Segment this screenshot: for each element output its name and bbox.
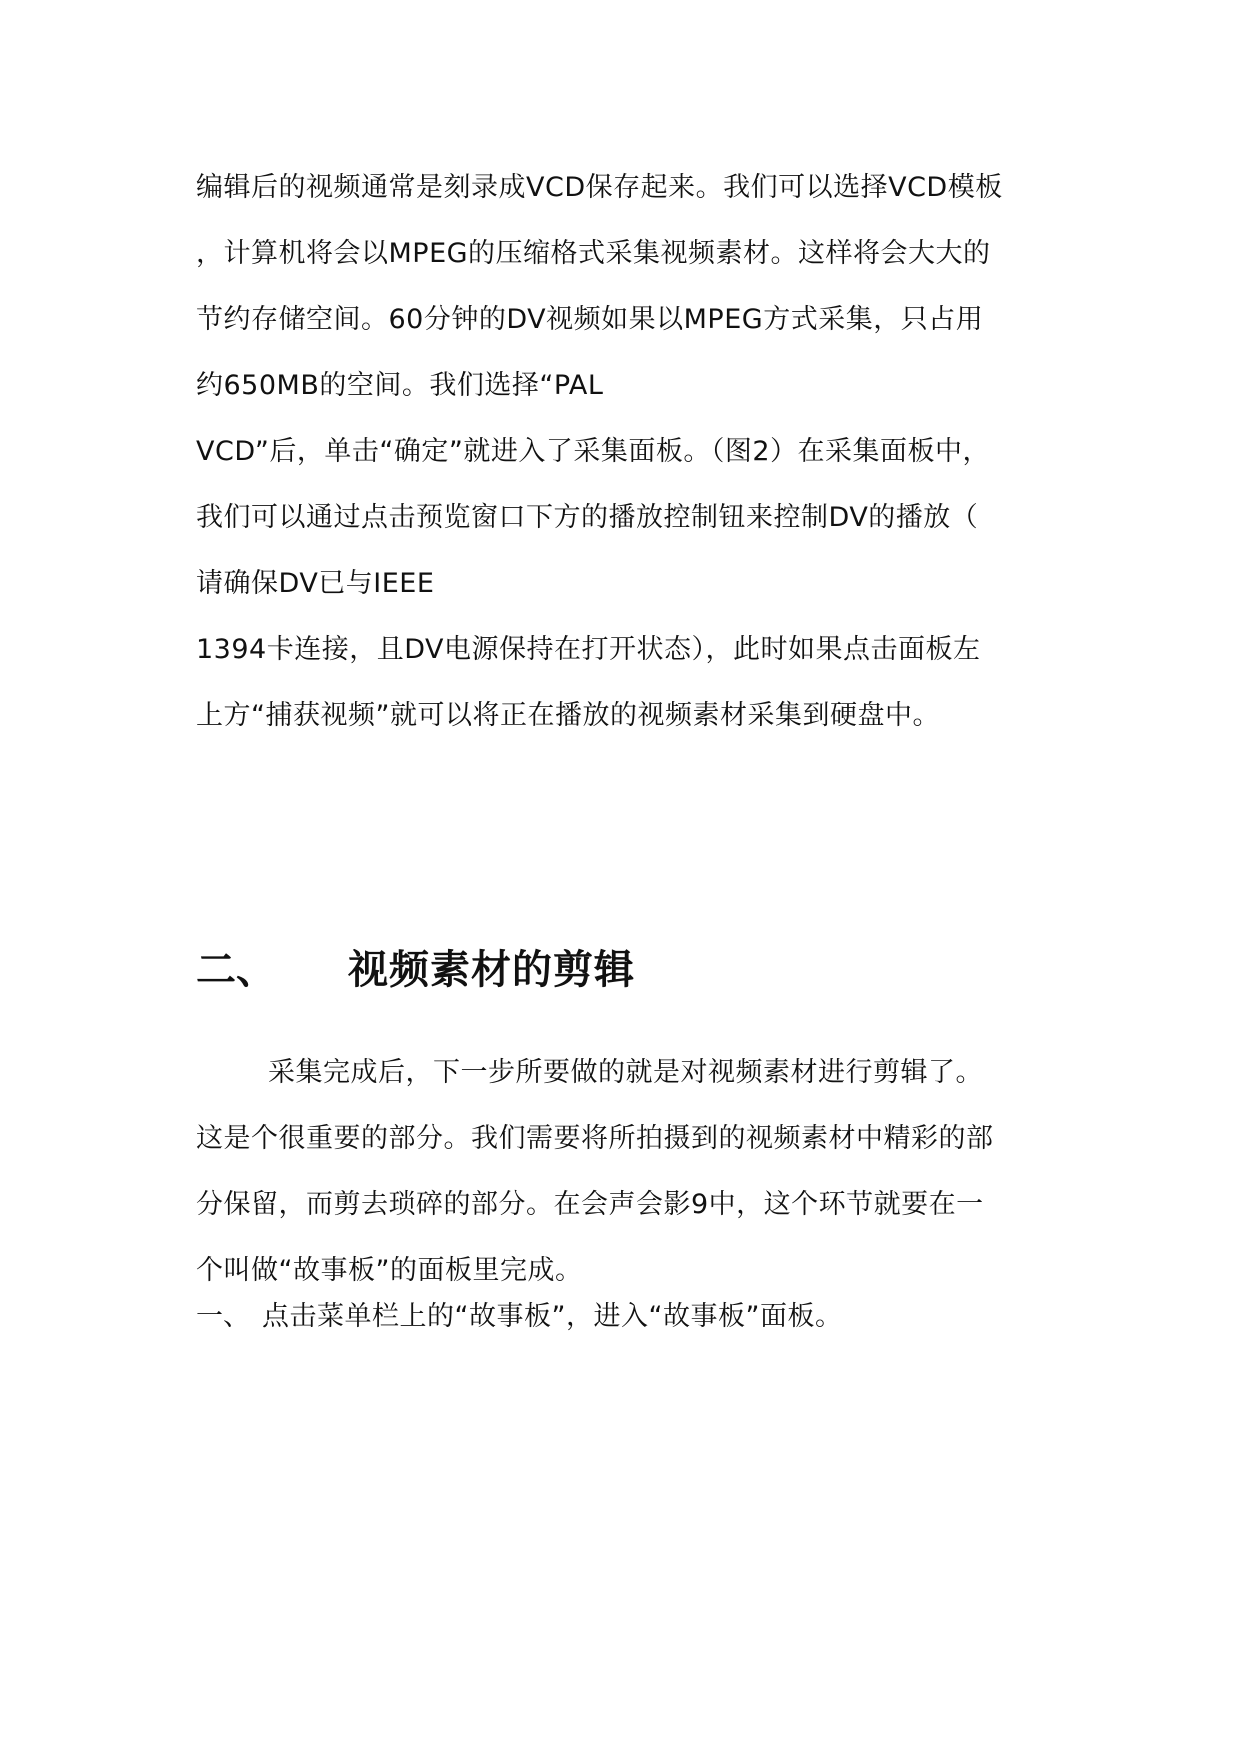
text-line: ，计算机将会以MPEG的压缩格式采集视频素材。这样将会大大的 bbox=[196, 238, 991, 269]
text-line: 这是个很重要的部分。我们需要将所拍摄到的视频素材中精彩的部 bbox=[196, 1123, 994, 1154]
text-line: 请确保DV已与IEEE bbox=[196, 568, 435, 599]
text-line: 个叫做“故事板”的面板里完成。 bbox=[196, 1255, 583, 1286]
list-item-text: 点击菜单栏上的“故事板”，进入“故事板”面板。 bbox=[262, 1301, 843, 1332]
text-line: 我们可以通过点击预览窗口下方的播放控制钮来控制DV的播放（ bbox=[196, 502, 979, 533]
text-line: 采集完成后，下一步所要做的就是对视频素材进行剪辑了。 bbox=[268, 1057, 983, 1088]
text-line: 上方“捕获视频”就可以将正在播放的视频素材采集到硬盘中。 bbox=[196, 700, 940, 731]
text-line: 约650MB的空间。我们选择“PAL bbox=[196, 370, 604, 401]
list-marker: 一、 bbox=[196, 1301, 250, 1332]
text-line: 1394卡连接，且DV电源保持在打开状态），此时如果点击面板左 bbox=[196, 634, 981, 665]
section-number: 二、 bbox=[196, 947, 276, 993]
section-title: 视频素材的剪辑 bbox=[348, 947, 635, 993]
text-line: 节约存储空间。60分钟的DV视频如果以MPEG方式采集，只占用 bbox=[196, 304, 984, 335]
text-line: 编辑后的视频通常是刻录成VCD保存起来。我们可以选择VCD模板 bbox=[196, 172, 1003, 203]
text-line: VCD”后，单击“确定”就进入了采集面板。（图2）在采集面板中， bbox=[196, 436, 991, 467]
section-heading bbox=[196, 940, 996, 1000]
text-line: 分保留，而剪去琐碎的部分。在会声会影9中，这个环节就要在一 bbox=[196, 1189, 984, 1220]
